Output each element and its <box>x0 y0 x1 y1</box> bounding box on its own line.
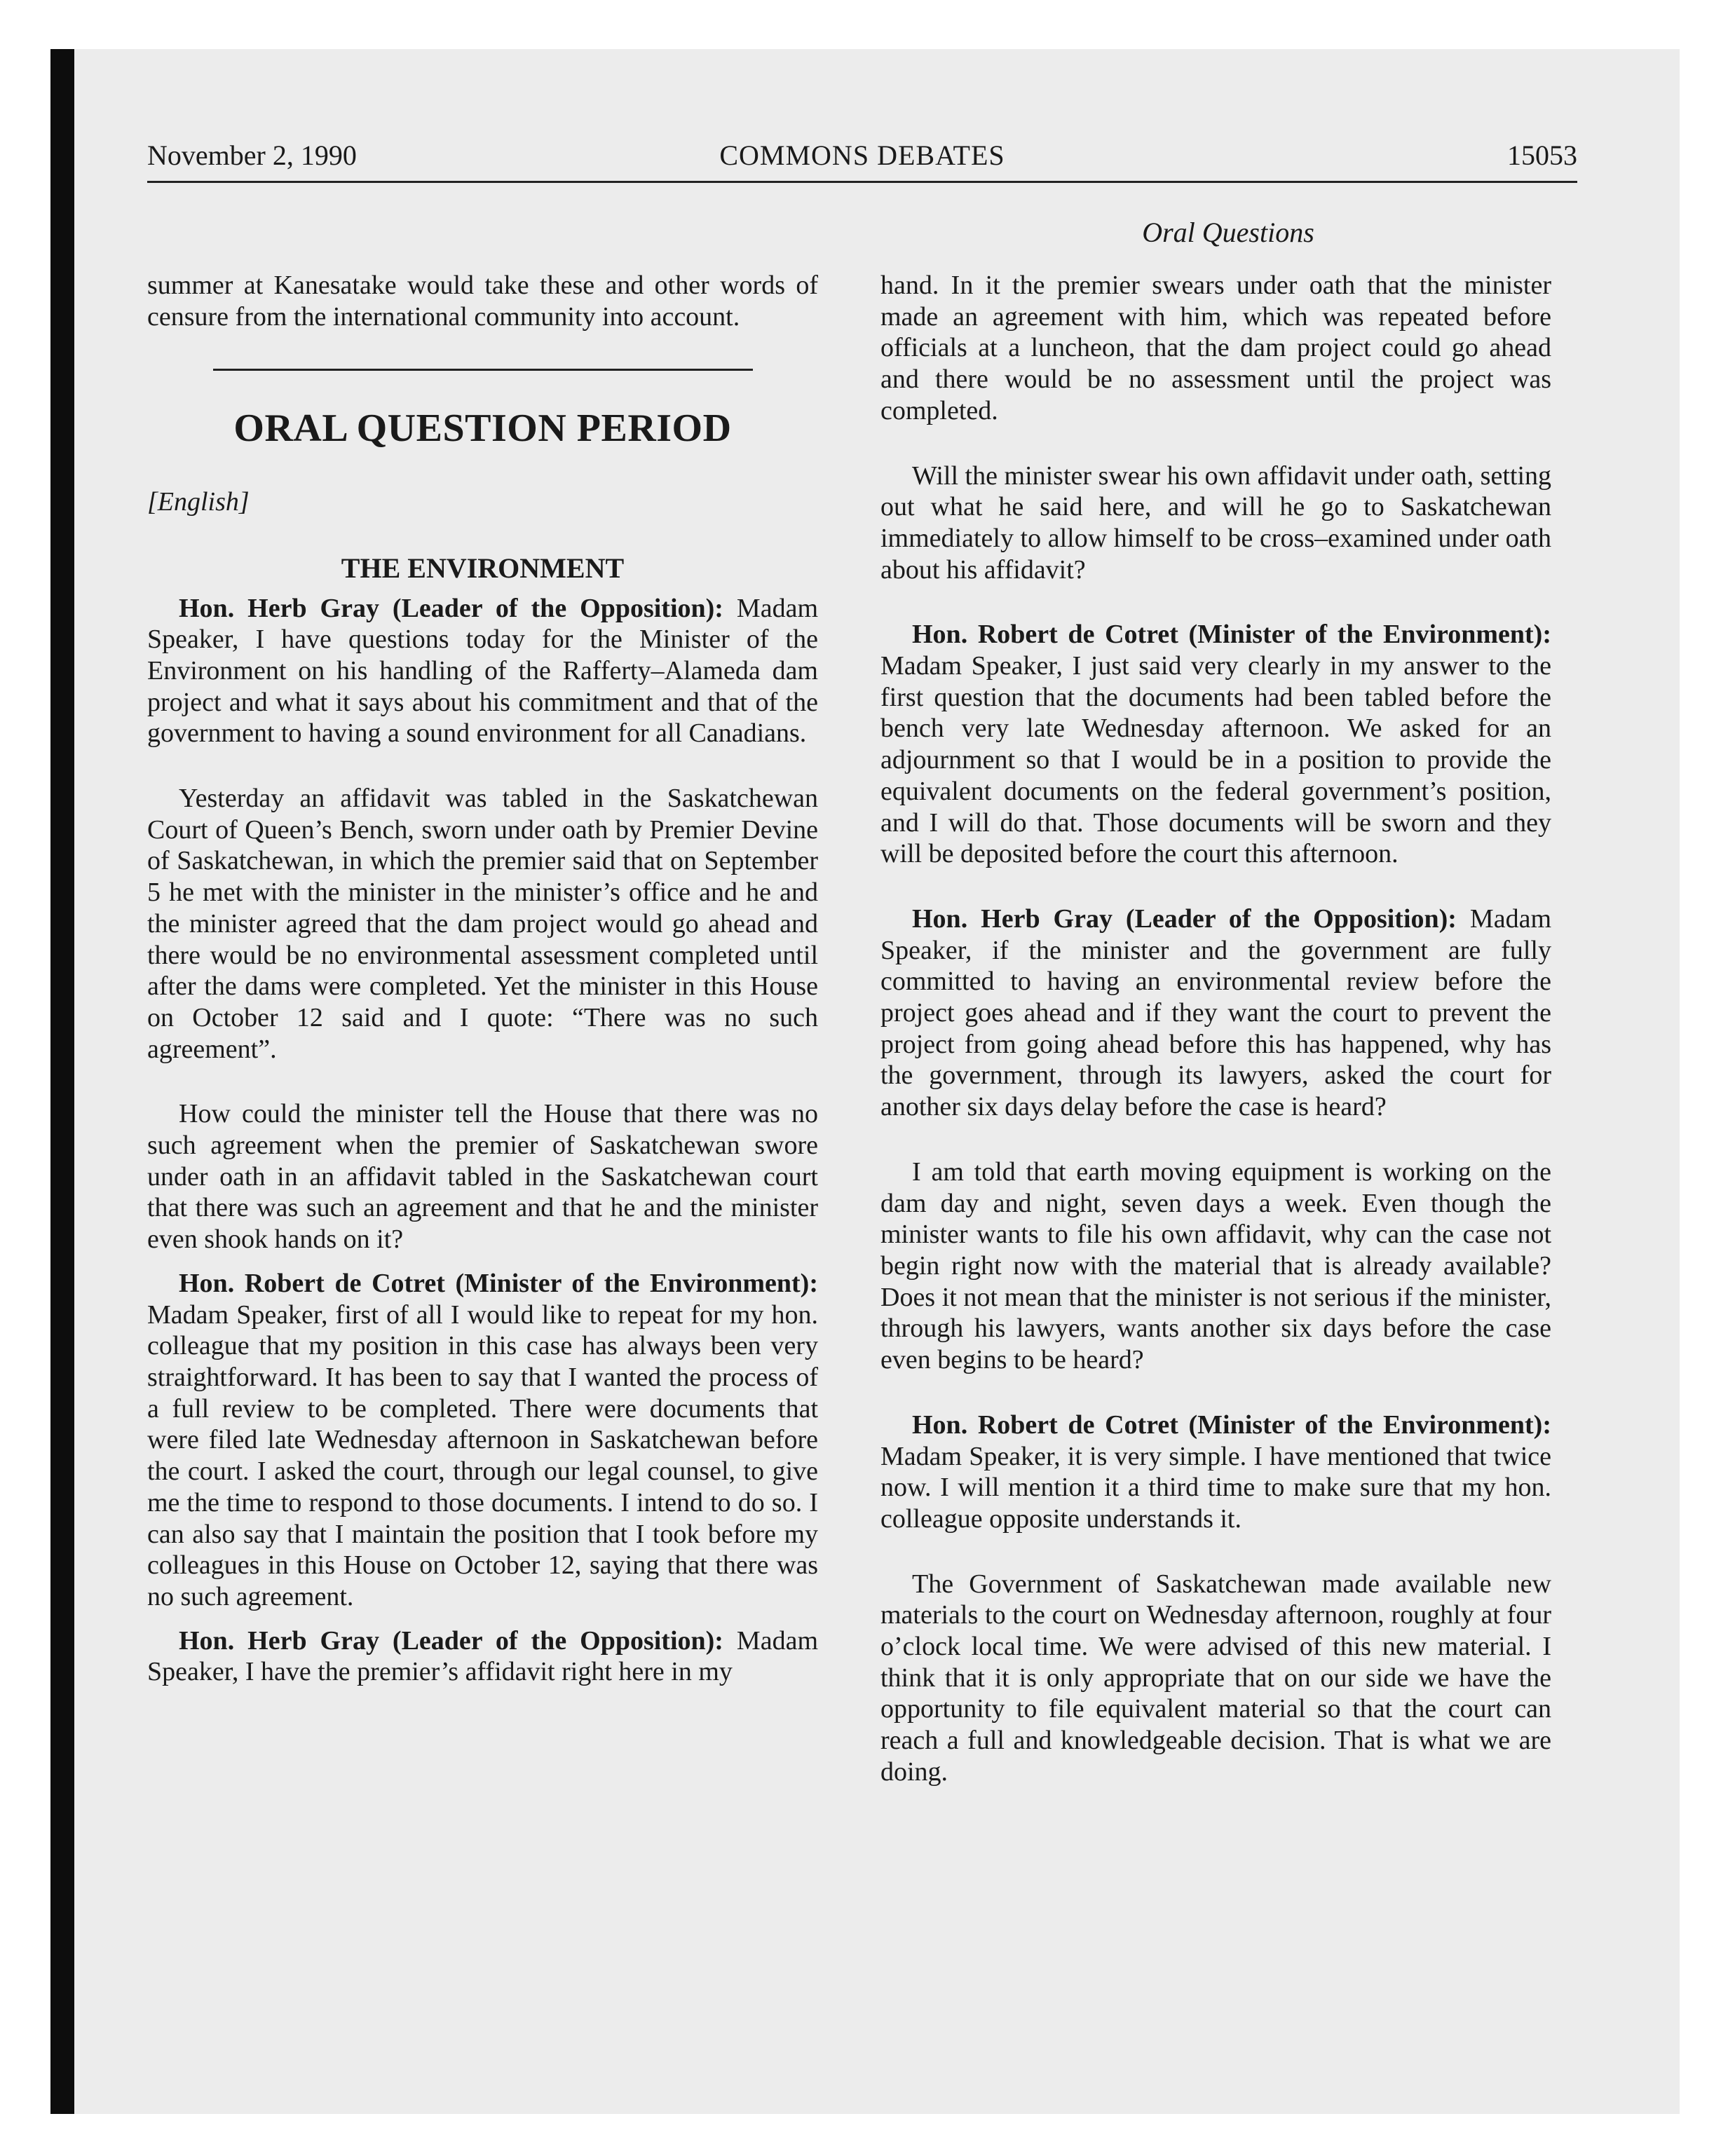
paragraph-text: Madam Speaker, if the minister and the government are fully committed to having an environmental review before the project goes ahead and if they want the court to prevent the project from going ahead before this has happened, why has the government, through its lawyers, asked the court for another six days delay before the case is heard? <box>880 903 1552 1122</box>
paragraph-text: Madam Speaker, I just said very clearly in my answer to the first question that the documents had been tabled before the bench very late Wednesday afternoon. We asked for an adjournment so that I would be in a position to provide the equivalent documents on the federal government’s position, and I will do that. Those documents will be sworn and they will be deposited before the court this afternoon. <box>880 651 1551 869</box>
section-heading: ORAL QUESTION PERIOD <box>233 407 732 451</box>
paragraph-gap <box>147 1255 818 1268</box>
paragraph-gap <box>147 1065 818 1098</box>
scan-edge-bar <box>50 49 74 2114</box>
paragraph-gap <box>880 427 1551 460</box>
section-label: Oral Questions <box>1142 217 1314 248</box>
left-column <box>147 270 818 1688</box>
paragraph: How could the minister tell the House that there was no such agreement when the premier of Saskatchewan swore under oath in an affidavit tabled in the Saskatchewan court that there was such an agreement and that he and the minister even shook hands on it? <box>147 1099 818 1255</box>
paragraph: Yesterday an affidavit was tabled in the Saskatchewan Court of Queen’s Bench, sworn under oath by Premier Devine of Saskatchewan, in which the premier said that on September 5 he met with the minister in the minister’s office and he and the minister agreed that the dam project would go ahead and there would be no environmental assessment completed until after the dams were completed. Yet the minister in this House on October 12 said and I quote: “There was no such agreement”. <box>147 784 818 1064</box>
speaker-name: Hon. Herb Gray (Leader of the Opposition): <box>912 903 1457 934</box>
language-tag: [English] <box>147 487 250 517</box>
continuation-paragraph: summer at Kanesatake would take these and other words of censure from the international community into account. <box>147 271 818 332</box>
paragraph <box>147 1625 818 1688</box>
paragraph-gap <box>880 1123 1551 1157</box>
paragraph-gap <box>147 749 818 783</box>
paragraph: I am told that earth moving equipment is working on the dam day and night, seven days a week. Even though the minister wants to file his own affidavit, why can the case not begin right now with the material that is already available? Does it not mean that the minister is not serious if the minister, through his lawyers, wants another six days before the case even begins to be heard? <box>880 1157 1551 1375</box>
paragraph-text: Madam Speaker, I have the premier’s affidavit right here in my <box>147 1625 819 1687</box>
paragraph <box>880 1410 1551 1535</box>
paragraph <box>147 593 818 750</box>
speaker-name: Hon. Robert de Cotret (Minister of the Environment): <box>179 1268 818 1298</box>
speaker-name: Hon. Herb Gray (Leader of the Opposition): <box>179 593 723 623</box>
paragraph <box>880 619 1551 870</box>
paragraph-text: Madam Speaker, first of all I would like to repeat for my hon. colleague that my position in this case has always been very straightforward. It has been to say that I wanted the process of a full review to be completed. There were documents that were filed late Wednesday afternoon in Saskatchewan before the court. I asked the court, through our legal counsel, to give me the time to respond to those documents. I intend to do so. I can also say that I maintain the position that I took before my colleagues in this House on October 12, saying that there was no such agreement. <box>147 1299 818 1611</box>
speaker-name: Hon. Robert de Cotret (Minister of the Environment): <box>912 1410 1551 1440</box>
header-date: November 2, 1990 <box>147 139 357 171</box>
page-header <box>147 139 1577 181</box>
paragraph: The Government of Saskatchewan made available new materials to the court on Wednesday afternoon, roughly at four o’clock local time. We were advised of this new material. I think that it is only appropriate that on our side we have the opportunity to file equivalent material so that the court can reach a full and knowledgeable decision. That is what we are doing. <box>880 1569 1551 1787</box>
header-rule <box>147 181 1577 183</box>
subheading: THE ENVIRONMENT <box>341 552 625 584</box>
section-divider <box>213 369 753 371</box>
right-column <box>880 270 1551 1788</box>
paragraph-gap <box>880 1376 1551 1410</box>
paragraph-text: Madam Speaker, I have questions today for the Minister of the Environment on his handling of the Rafferty–Alameda dam project and what it says about his commitment and that of the government to having a sound environment for all Canadians. <box>147 593 819 749</box>
header-title: COMMONS DEBATES <box>719 139 1005 171</box>
header-page-number: 15053 <box>1507 139 1577 171</box>
speaker-name: Hon. Herb Gray (Leader of the Opposition): <box>179 1625 723 1656</box>
paragraph-gap <box>880 585 1551 619</box>
paragraph: Will the minister swear his own affidavit under oath, setting out what he said here, and will he go to Saskatchewan immediately to allow himself to be cross–examined under oath about his affidavit? <box>880 460 1551 585</box>
paragraph-gap <box>880 1535 1551 1569</box>
paragraph-text: Madam Speaker, it is very simple. I have mentioned that twice now. I will mention it a third time to make sure that my hon. colleague opposite understands it. <box>880 1441 1551 1534</box>
continuation-paragraph: hand. In it the premier swears under oath that the minister made an agreement with him, which was repeated before officials at a luncheon, that the dam project could go ahead and there would be no assessment until the project was completed. <box>880 271 1551 425</box>
paragraph <box>880 903 1551 1123</box>
paragraph-gap <box>880 870 1551 903</box>
paragraph <box>147 1268 818 1613</box>
speaker-name: Hon. Robert de Cotret (Minister of the Environment): <box>912 620 1551 650</box>
paragraph-gap <box>147 1613 818 1625</box>
